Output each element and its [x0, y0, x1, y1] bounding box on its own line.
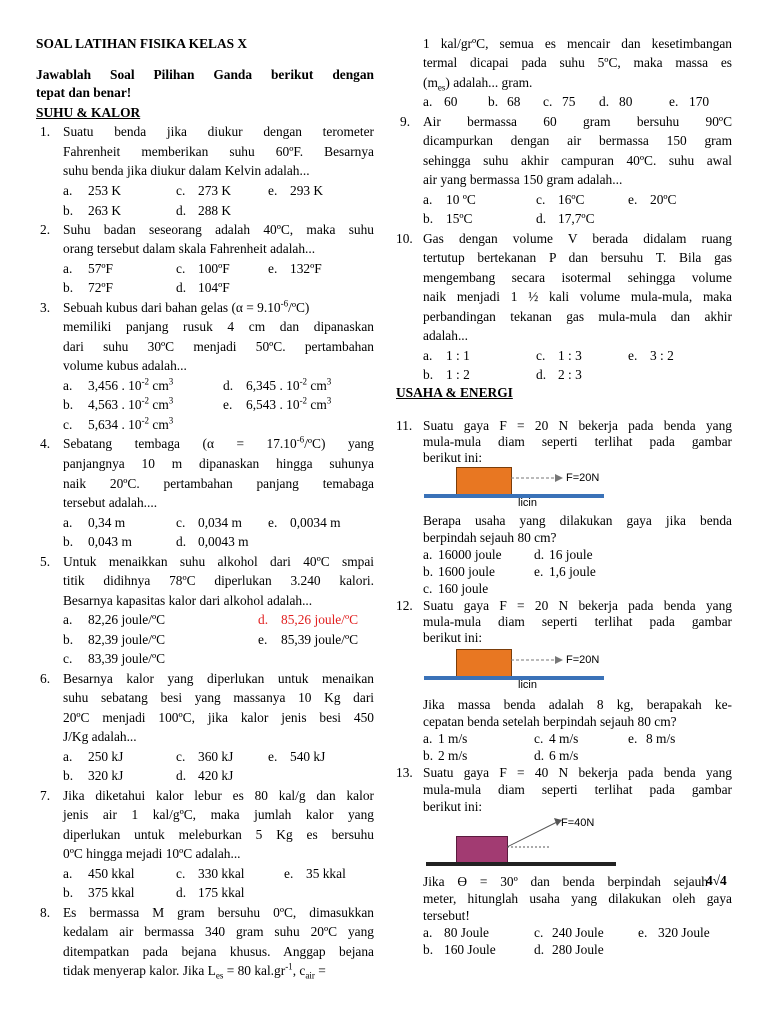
option-text: 293 K: [290, 183, 324, 198]
option-text: 330 kkal: [198, 866, 245, 881]
question-text-line: 1 kal/grºC, semua es mencair dan kesetimbangan: [423, 36, 732, 51]
question-text-line: 20ºC menjadi 100ºC, jika kalor jenis besi 450: [63, 710, 374, 725]
question-text-line: tersebut adalah....: [63, 495, 158, 510]
option-label: b.: [63, 534, 74, 549]
option-text: 82,39 joule/ºC: [88, 632, 166, 647]
option-text: 540 kJ: [290, 749, 326, 764]
question-text-line: tersebut!: [423, 908, 470, 923]
question-text-line: meter, hitunglah usaha yang dilakukan oleh gaya: [423, 891, 732, 906]
force-label: F=20N: [566, 654, 600, 666]
option-label: a.: [63, 515, 73, 530]
question-text-line: berikut ini:: [423, 630, 483, 645]
question-text-line: Besarnya kalor yang diperlukan untuk menaikan: [63, 671, 374, 686]
option-text: 1 : 3: [558, 348, 582, 363]
question-text-line: jenis air 1 kal/gºC, maka jumlah kalor yang: [63, 807, 374, 822]
option-text: 17,7ºC: [558, 211, 595, 226]
question-text-line: cepatan benda setelah berpindah sejauh 80 cm?: [423, 714, 677, 729]
question-text-line: panjangnya 10 m dipanaskan hingga suhunya: [63, 456, 374, 471]
option-label: b.: [423, 367, 434, 382]
option-label: b.: [63, 632, 74, 647]
option-text: 16ºC: [558, 192, 585, 207]
question-text-line: naik menjadi 1 ½ kali volume mula-mula, maka: [423, 289, 732, 304]
option-label: e.: [284, 866, 294, 881]
question-text-line: Fahrenheit memberikan suhu 60ºF. Besarnya: [63, 144, 374, 159]
option-label: d.: [534, 942, 545, 957]
option-text: 240 Joule: [552, 925, 604, 940]
option-text: 16 joule: [549, 547, 593, 562]
option-text: 175 kkal: [198, 885, 245, 900]
option-label: a.: [423, 925, 433, 940]
question-number: 5.: [40, 554, 51, 569]
question-text-line: tidak menyerap kalor. Jika $L_{es} = 80$ $kal.gr^{-1}$, $c_{air}$ =: [63, 961, 326, 981]
option-text: 82,26 joule/ºC: [88, 612, 166, 627]
option-label: d.: [223, 378, 234, 393]
question-text-line: adalah...: [423, 328, 468, 343]
sqrt-value: 4√4: [706, 873, 727, 888]
question-text-line: volume kubus adalah...: [63, 358, 187, 373]
option-text: 85,39 joule/ºC: [281, 632, 359, 647]
option-text: 6 m/s: [549, 748, 579, 763]
option-label: b.: [423, 748, 434, 763]
option-label: a.: [63, 183, 73, 198]
question-number: 1.: [40, 124, 51, 139]
option-label: b.: [63, 280, 74, 295]
question-number: 6.: [40, 671, 51, 686]
option-label: b.: [63, 203, 74, 218]
question-text-line: mula-mula diam seperti terlihat pada gambar: [423, 782, 732, 797]
question-text-line: berikut ini:: [423, 799, 483, 814]
force-label: F=20N: [566, 472, 600, 484]
option-label: e.: [268, 261, 278, 276]
option-text-answer: 85,26 joule/ºC: [281, 612, 359, 627]
question-text-line: Suatu gaya F = 20 N bekerja pada benda yang: [423, 598, 732, 613]
option-label: e.: [258, 632, 268, 647]
question-text-line: tertutup bertekanan P dan bersuhu T. Bila gas: [423, 250, 732, 265]
question-text-line: J/Kg adalah...: [63, 729, 137, 744]
question-number: 8.: [40, 905, 51, 920]
option-label: e.: [268, 183, 278, 198]
surface-label: licin: [518, 679, 537, 691]
option-label: d.: [536, 367, 547, 382]
option-label: c.: [176, 866, 186, 881]
question-text-line: dicampurkan dengan air bermassa 150 gram: [423, 133, 732, 148]
question-number: 2.: [40, 222, 51, 237]
question-text-line: $(m_{es})$ adalah... gram.: [423, 75, 533, 93]
option-label: c.: [423, 581, 433, 596]
option-label: e.: [628, 348, 638, 363]
option-label: c.: [536, 348, 546, 363]
option-text: 100ºF: [198, 261, 230, 276]
question-text-line: Jika ϴ = 30º dan benda berpindah sejauh: [423, 874, 708, 889]
option-text: 4,563 . $10^{-2}$ $cm^3$: [88, 395, 174, 412]
question-text-line: berpindah sejauh 80 cm?: [423, 530, 557, 545]
option-text: 250 kJ: [88, 749, 124, 764]
ground-surface: [424, 676, 604, 680]
option-label: a.: [63, 612, 73, 627]
option-text: 1 m/s: [438, 731, 468, 746]
option-label: c.: [176, 183, 186, 198]
option-label: a.: [63, 261, 73, 276]
question-text-line: suhu sebatang besi yang massanya 10 Kg dari: [63, 690, 374, 705]
option-label: d.: [534, 547, 545, 562]
option-text: 68: [507, 94, 521, 109]
option-label: d.: [176, 768, 187, 783]
question-text-line: memiliki panjang rusuk 4 cm dan dipanaskan: [63, 319, 374, 334]
option-text: 160 joule: [438, 581, 489, 596]
option-label: a.: [63, 866, 73, 881]
option-text: 2 : 3: [558, 367, 582, 382]
option-text: 160 Joule: [444, 942, 496, 957]
option-text: 1600 joule: [438, 564, 495, 579]
option-text: 0,34 m: [88, 515, 126, 530]
option-text: 170: [689, 94, 710, 109]
option-text: 273 K: [198, 183, 232, 198]
question-text-line: sehingga suhu akhir campuran 40ºC. suhu awal: [423, 153, 732, 168]
option-text: 0,043 m: [88, 534, 132, 549]
option-text: 75: [562, 94, 576, 109]
question-number: 12.: [396, 598, 413, 613]
section-heading-usaha-energi: USAHA & ENERGI: [396, 385, 513, 400]
ground-surface: [426, 862, 616, 866]
option-text: 35 kkal: [306, 866, 346, 881]
section-heading-suhu-kalor: SUHU & KALOR: [36, 105, 141, 120]
option-text: 104ºF: [198, 280, 230, 295]
question-text-line: kedalam air bermassa 340 gram suhu 20ºC yang: [63, 924, 374, 939]
option-label: e.: [638, 925, 648, 940]
option-label: a.: [423, 192, 433, 207]
option-text: 0,0034 m: [290, 515, 341, 530]
option-text: 6,543 . $10^{-2}$ $cm^3$: [246, 395, 332, 412]
question-text-line: termal dicapai pada suhu 5ºC, maka massa es: [423, 55, 732, 70]
option-label: b.: [423, 564, 434, 579]
option-text: 80 Joule: [444, 925, 490, 940]
option-label: a.: [423, 731, 433, 746]
question-text-line: Gas dengan volume V berada didalam ruang: [423, 231, 732, 246]
option-text: 320 kJ: [88, 768, 124, 783]
option-text: 263 K: [88, 203, 122, 218]
option-label: c.: [534, 731, 544, 746]
option-label: e.: [223, 397, 233, 412]
option-label: a.: [423, 348, 433, 363]
option-text: 450 kkal: [88, 866, 135, 881]
question-text-line: perbandingan tekanan gas mula-mula dan akhir: [423, 309, 732, 324]
option-text: 72ºF: [88, 280, 113, 295]
option-label: c.: [63, 417, 73, 432]
option-text: 253 K: [88, 183, 122, 198]
option-label: e.: [268, 515, 278, 530]
option-text: 360 kJ: [198, 749, 234, 764]
option-label: e.: [628, 192, 638, 207]
option-text: 0,034 m: [198, 515, 242, 530]
question-number: 10.: [396, 231, 413, 246]
option-label: b.: [423, 942, 434, 957]
question-text-line: naik 20ºC. pertambahan panjang temabaga: [63, 476, 374, 491]
option-label-answer: d.: [258, 612, 269, 627]
option-label: d.: [176, 885, 187, 900]
option-label: e.: [268, 749, 278, 764]
option-label: c.: [176, 749, 186, 764]
question-text-line: Untuk menaikkan suhu alkohol dari 40ºC smpai: [63, 554, 374, 569]
question-text-line: Suatu gaya F = 20 N bekerja pada benda yang: [423, 418, 732, 433]
option-label: b.: [63, 768, 74, 783]
option-text: 80: [619, 94, 633, 109]
option-text: 132ºF: [290, 261, 322, 276]
question-number: 4.: [40, 436, 51, 451]
question-text-line: Suatu benda jika diukur dengan terometer: [63, 124, 374, 139]
question-text-line: Air bermassa 60 gram bersuhu 90ºC: [423, 114, 732, 129]
option-text: 420 kJ: [198, 768, 234, 783]
question-text-line: Berapa usaha yang dilakukan gaya jika benda: [423, 513, 732, 528]
question-text-line: Sebatang tembaga $(\alpha = 17.10^{-6}/ºC)$ yang: [63, 434, 374, 451]
force-diagram-1: [424, 462, 634, 512]
option-label: b.: [63, 885, 74, 900]
option-text: 16000 joule: [438, 547, 502, 562]
option-text: 6,345 . $10^{-2}$ $cm^3$: [246, 376, 332, 393]
instruction-line-2: tepat dan benar!: [36, 85, 132, 100]
option-label: e.: [669, 94, 679, 109]
question-text-line: orang tersebut dalam skala Fahrenheit adalah...: [63, 241, 316, 256]
question-text-line: ditempatkan pada bejana khusus. Anggap bejana: [63, 944, 374, 959]
option-text: 280 Joule: [552, 942, 604, 957]
option-text: 320 Joule: [658, 925, 710, 940]
option-label: d.: [176, 280, 187, 295]
question-text-line: air yang bermassa 150 gram adalah...: [423, 172, 623, 187]
option-label: b.: [63, 397, 74, 412]
question-text-line: mula-mula diam seperti terlihat pada gambar: [423, 614, 732, 629]
option-label: a.: [63, 378, 73, 393]
option-label: d.: [534, 748, 545, 763]
option-text: 15ºC: [446, 211, 473, 226]
option-label: c.: [536, 192, 546, 207]
question-number: 7.: [40, 788, 51, 803]
surface-label: licin: [518, 497, 537, 509]
force-diagram-3: [426, 810, 666, 868]
option-text: 57ºF: [88, 261, 113, 276]
option-text: 3,456 . $10^{-2}$ $cm^3$: [88, 376, 174, 393]
question-text-line: berikut ini:: [423, 450, 483, 465]
option-text: 4 m/s: [549, 731, 579, 746]
option-label: e.: [534, 564, 544, 579]
question-number: 13.: [396, 765, 413, 780]
option-label: c.: [176, 261, 186, 276]
question-text-line: dari suhu 30ºC menjadi 50ºC. pertambahan: [63, 339, 374, 354]
option-text: 0,0043 m: [198, 534, 249, 549]
question-number: 9.: [400, 114, 411, 129]
option-text: 60: [444, 94, 458, 109]
option-label: d.: [176, 534, 187, 549]
option-label: d.: [536, 211, 547, 226]
question-text-line: diperlukan untuk meleburkan 5 Kg es bersuhu: [63, 827, 374, 842]
option-label: a.: [423, 547, 433, 562]
option-text: 3 : 2: [650, 348, 674, 363]
option-label: c.: [534, 925, 544, 940]
question-text-line: Sebuah kubus dari bahan gelas $(\alpha = 9.10^{-6}/ºC)$: [63, 298, 310, 315]
option-label: c.: [63, 651, 73, 666]
option-text: 10 ºC: [446, 192, 476, 207]
question-text-line: mula-mula diam seperti terlihat pada gambar: [423, 434, 732, 449]
instruction-line-1: Jawablah Soal Pilihan Ganda berikut dengan: [36, 67, 374, 82]
ground-surface: [424, 494, 604, 498]
option-text: 375 kkal: [88, 885, 135, 900]
question-text-line: Suhu badan seseorang adalah 40ºC, maka suhu: [63, 222, 374, 237]
option-text: 83,39 joule/ºC: [88, 651, 166, 666]
question-text-line: suhu benda jika diukur dalam Kelvin adalah...: [63, 163, 310, 178]
option-label: b.: [423, 211, 434, 226]
question-text-line: mengembang secara isotermal sehingga volume: [423, 270, 732, 285]
page-title: SOAL LATIHAN FISIKA KELAS X: [36, 36, 248, 51]
question-text-line: 0ºC hingga mejadi 10ºC adalah...: [63, 846, 241, 861]
option-text: 20ºC: [650, 192, 677, 207]
option-text: 1 : 2: [446, 367, 470, 382]
arrow-diagonal-icon: [426, 810, 666, 866]
question-text-line: Suatu gaya F = 40 N bekerja pada benda yang: [423, 765, 732, 780]
option-label: c.: [176, 515, 186, 530]
option-label: a.: [423, 94, 433, 109]
question-text-line: Jika massa benda adalah 8 kg, berapakah ke-: [423, 697, 732, 712]
option-label: c.: [543, 94, 553, 109]
force-diagram-2: [424, 644, 634, 694]
option-text: 2 m/s: [438, 748, 468, 763]
question-text-line: Jika diketahui kalor lebur es 80 kal/g dan kalor: [63, 788, 374, 803]
option-text: 1,6 joule: [549, 564, 596, 579]
force-label: F=40N: [561, 817, 595, 829]
question-number: 11.: [396, 418, 413, 433]
option-label: a.: [63, 749, 73, 764]
question-text-line: Es bermassa M gram bersuhu 0ºC, dimasukkan: [63, 905, 374, 920]
option-label: d.: [176, 203, 187, 218]
option-text: 288 K: [198, 203, 232, 218]
question-number: 3.: [40, 300, 51, 315]
option-text: 5,634 . $10^{-2}$ $cm^3$: [88, 415, 174, 432]
instructions: [36, 66, 374, 84]
option-label: b.: [488, 94, 499, 109]
question-text-line: Besarnya kapasitas kalor dari alkohol adalah...: [63, 593, 313, 608]
option-label: e.: [628, 731, 638, 746]
option-text: 8 m/s: [646, 731, 676, 746]
option-text: 1 : 1: [446, 348, 470, 363]
question-text-line: titik didihnya 78ºC diperlukan 3.240 kalori.: [63, 573, 374, 588]
option-label: d.: [599, 94, 610, 109]
